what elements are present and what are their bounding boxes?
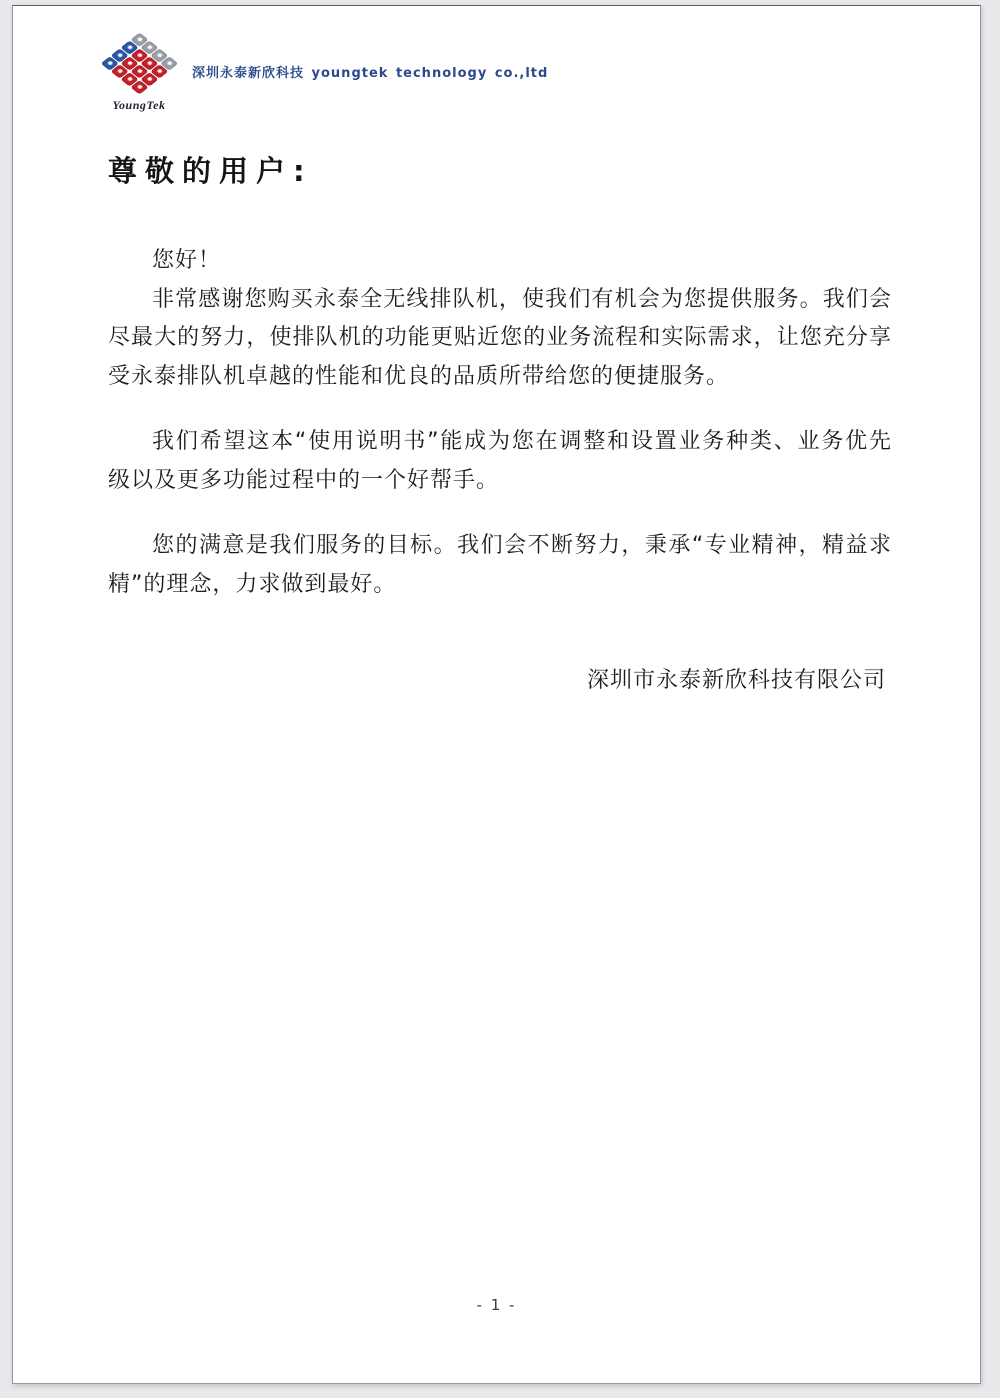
text-line: 级以及更多功能过程中的一个好帮手。 <box>108 467 500 493</box>
youngtek-logo-icon <box>99 30 179 113</box>
logo-brand-text: YoungTek <box>112 98 166 112</box>
logo-diamond-icon <box>100 32 178 94</box>
company-name-text: 深圳永泰新欣科技 youngtek technology co.,ltd <box>192 66 549 81</box>
text-line: 我们希望这本“使用说明书”能成为您在调整和设置业务种类、业务优先 <box>152 429 892 454</box>
text-line: 您好！ <box>152 248 222 273</box>
text-line: 非常感谢您购买永泰全无线排队机，使我们有机会为您提供服务。我们会 <box>152 286 892 312</box>
text-line: 您的满意是我们服务的目标。我们会不断努力，秉承“专业精神，精益求 <box>152 533 892 558</box>
paragraph <box>108 281 892 397</box>
text-line: 精”的理念，力求做到最好。 <box>108 571 397 597</box>
paragraph <box>108 423 892 500</box>
text-line: 受永泰排队机卓越的性能和优良的品质所带给您的便捷服务。 <box>108 363 730 389</box>
manual-page <box>12 5 981 1384</box>
signature-company-name: 深圳市永泰新欣科技有限公司 <box>586 668 886 693</box>
text-line: 尽最大的努力，使排队机的功能更贴近您的业务流程和实际需求，让您充分享 <box>108 325 892 350</box>
letter-content <box>108 242 892 701</box>
salutation-heading: 尊敬的用户: <box>108 154 313 188</box>
letter-body <box>108 242 892 604</box>
paragraph <box>108 242 892 281</box>
paragraph <box>108 527 892 604</box>
page-number: - 1 - <box>476 1296 517 1314</box>
